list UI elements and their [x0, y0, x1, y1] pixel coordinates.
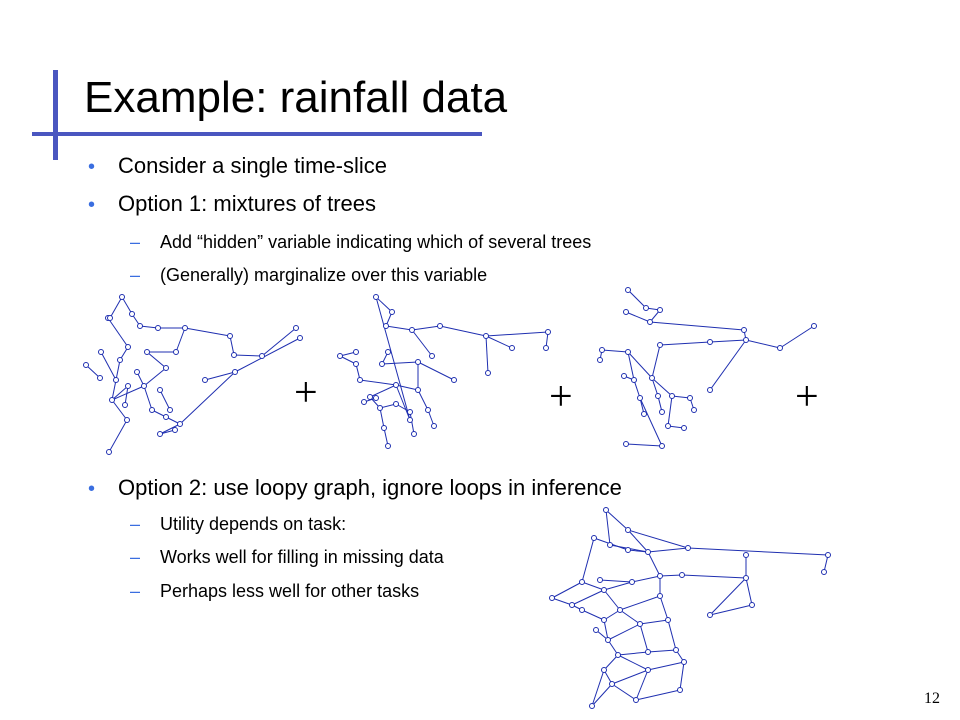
loopy-graph: [545, 500, 845, 715]
subbullet-text: Utility depends on task:: [160, 514, 347, 534]
subbullet-text: Perhaps less well for other tasks: [160, 581, 420, 601]
dash-icon: –: [130, 547, 141, 567]
title-accent-vertical-bar: [53, 70, 58, 160]
page-number: 12: [924, 690, 940, 707]
bullet-icon: •: [88, 478, 96, 500]
plus-sign-3: +: [795, 374, 819, 420]
plus-sign-2: +: [549, 374, 573, 420]
subbullet-missing-data: [130, 545, 444, 569]
subbullet-utility: [130, 512, 346, 536]
bullet-icon: •: [88, 194, 96, 216]
tree-graph-3: [588, 282, 823, 452]
dash-icon: –: [130, 514, 141, 534]
bullet-option-2: [88, 474, 622, 503]
dash-icon: –: [130, 265, 141, 285]
bullet-text: Option 1: mixtures of trees: [118, 191, 376, 216]
subbullet-other-tasks: [130, 579, 419, 603]
dash-icon: –: [130, 581, 141, 601]
tree-graph-2: [325, 290, 560, 460]
subbullet-text: Works well for filling in missing data: [160, 547, 444, 567]
slide-title: Example: rainfall data: [84, 73, 508, 122]
bullet-icon: •: [88, 156, 96, 178]
subbullet-text: (Generally) marginalize over this variable: [160, 265, 488, 285]
bullet-option-1: [88, 190, 376, 219]
bullet-text: Consider a single time-slice: [118, 153, 387, 178]
title-accent-horizontal-bar: [32, 132, 482, 136]
subbullet-hidden-variable: [130, 230, 591, 254]
subbullet-text: Add “hidden” variable indicating which of several trees: [160, 232, 592, 252]
plus-sign-1: +: [294, 370, 318, 416]
bullet-text: Option 2: use loopy graph, ignore loops in inference: [118, 475, 622, 500]
subbullet-marginalize: [130, 263, 487, 287]
dash-icon: –: [130, 232, 141, 252]
bullet-single-time-slice: [88, 152, 387, 181]
tree-graph-1: [70, 290, 310, 460]
